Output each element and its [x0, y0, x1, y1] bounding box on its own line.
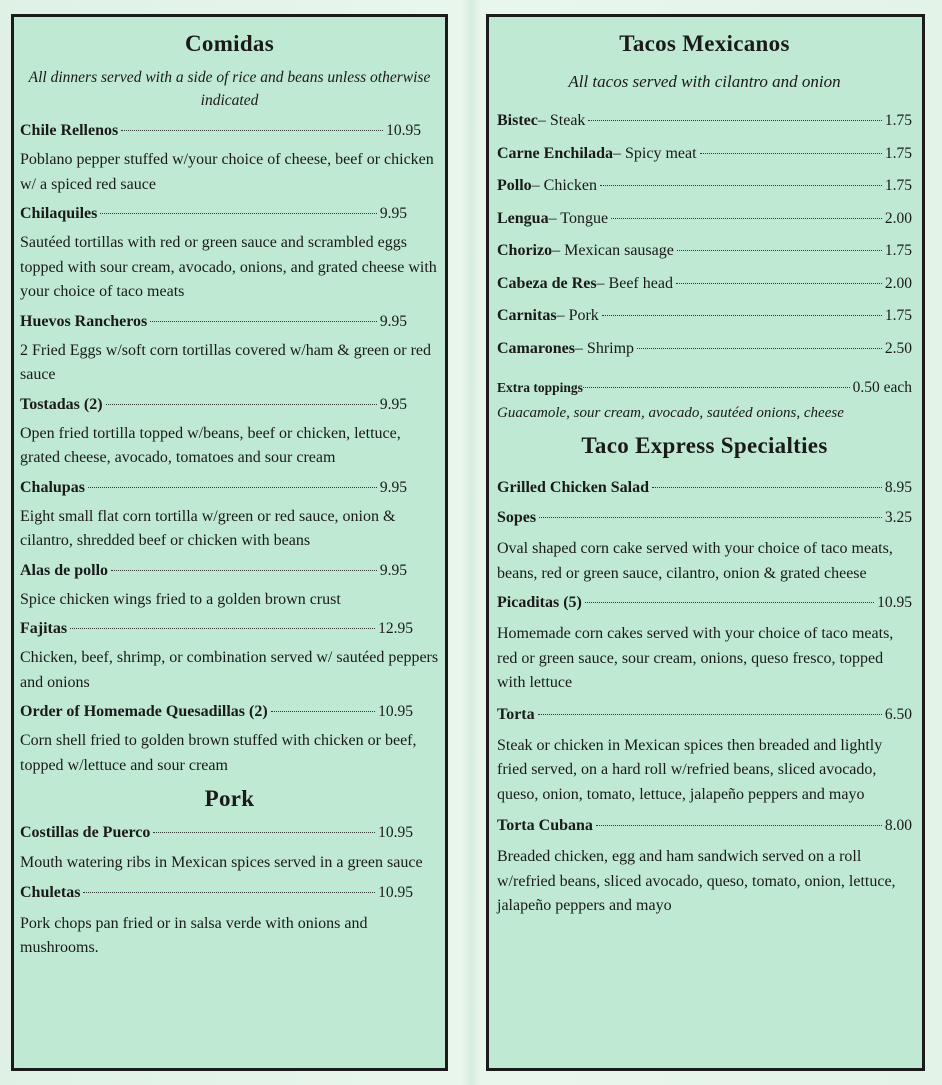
item-price: 10.95	[877, 594, 912, 611]
menu-item-tostadas	[20, 394, 439, 471]
menu-item-costillas	[20, 822, 439, 876]
leader-dots	[596, 824, 882, 826]
left-menu-panel	[11, 14, 448, 1071]
leader-dots	[539, 516, 882, 518]
leader-dots	[70, 627, 375, 629]
menu-item-huevos-rancheros	[20, 311, 439, 388]
item-price: 1.75	[884, 112, 912, 129]
leader-dots	[600, 184, 882, 186]
item-price: 1.75	[884, 144, 912, 162]
item-description: Poblano pepper stuffed w/your choice of cheese, beef or chicken w/ a spiced red sauce	[20, 151, 434, 193]
leader-dots	[100, 212, 377, 214]
menu-item-picaditas	[497, 592, 912, 696]
menu-item-chuletas	[20, 882, 439, 961]
item-description: Oval shaped corn cake served with your choice of taco meats, beans, red or green sauce, cilantro, onion & grated cheese	[497, 540, 893, 582]
extra-toppings-list: Guacamole, sour cream, avocado, sautéed onions, cheese	[497, 405, 844, 421]
item-description: Pork chops pan fried or in salsa verde with onions and mushrooms.	[20, 914, 368, 956]
item-description: Breaded chicken, egg and ham sandwich served on a roll w/refried beans, sliced avocado, queso, tomato, onion, lettuce, jalapeño peppers and mayo	[497, 848, 896, 914]
leader-dots	[585, 601, 874, 603]
item-description: Corn shell fried to golden brown stuffed with chicken or beef, topped w/lettuce and sour cream	[20, 732, 417, 774]
item-price: 2.00	[884, 209, 912, 227]
item-price: 1.75	[884, 242, 912, 259]
item-name: Pollo	[497, 177, 532, 194]
item-name: Chile Rellenos	[20, 122, 119, 139]
section-title-specialties: Taco Express Specialties	[581, 433, 828, 458]
item-price: 9.95	[379, 395, 407, 413]
item-name: Carne Enchilada	[497, 144, 614, 162]
leader-dots	[271, 710, 375, 712]
taco-item-carnitas	[497, 300, 912, 333]
item-translation: – Mexican sausage	[552, 242, 674, 259]
item-description: Homemade corn cakes served with your choice of taco meats, red or green sauce, sour cream, onions, queso fresco, topped with lettuce	[497, 625, 894, 691]
taco-item-chorizo	[497, 235, 912, 268]
item-name: Carnitas	[497, 307, 557, 324]
leader-dots	[121, 129, 383, 131]
item-name: Picaditas (5)	[497, 594, 582, 611]
item-description: Steak or chicken in Mexican spices then breaded and lightly fried served, on a hard roll w/refried beans, sliced avocado, queso, onion, tomato, lettuce, jalapeño peppers and mayo	[497, 736, 883, 803]
leader-dots	[583, 386, 850, 388]
menu-item-chilaquiles	[20, 203, 439, 305]
leader-dots	[700, 152, 882, 154]
item-translation: – Spicy meat	[613, 144, 697, 162]
item-price: 2.50	[884, 339, 912, 357]
leader-dots	[588, 119, 881, 121]
item-translation: – Chicken	[531, 177, 597, 194]
item-price: 2.00	[884, 274, 912, 292]
taco-item-lengua	[497, 203, 912, 236]
comidas-note: All dinners served with a side of rice and beans unless otherwise indicated	[28, 69, 431, 109]
item-description: 2 Fried Eggs w/soft corn tortillas covered w/ham & green or red sauce	[20, 341, 431, 383]
item-name: Huevos Rancheros	[20, 312, 148, 330]
item-price: 10.95	[378, 824, 413, 841]
item-name: Torta	[497, 705, 535, 723]
item-translation: – Beef head	[596, 274, 673, 292]
taco-item-carne-enchilada	[497, 138, 912, 171]
leader-dots	[611, 217, 882, 219]
extra-toppings-label: Extra toppings	[497, 380, 583, 395]
item-description: Open fried tortilla topped w/beans, beef or chicken, lettuce, grated cheese, avocado, tomatoes and sour cream	[20, 424, 401, 466]
item-description: Spice chicken wings fried to a golden brown crust	[20, 590, 341, 608]
item-price: 9.95	[379, 312, 407, 330]
item-name: Fajitas	[20, 620, 68, 637]
leader-dots	[677, 249, 882, 251]
menu-item-fajitas	[20, 618, 439, 695]
leader-dots	[538, 713, 882, 715]
item-price: 8.00	[884, 817, 912, 834]
item-description: Eight small flat corn tortilla w/green or red sauce, onion & cilantro, shredded beef or chicken with beans	[20, 507, 396, 549]
item-price: 6.50	[884, 705, 912, 723]
item-price: 8.95	[884, 479, 912, 496]
item-translation: – Shrimp	[574, 339, 635, 357]
section-title-pork: Pork	[204, 786, 255, 811]
leader-dots	[111, 569, 377, 571]
item-price: 1.75	[884, 307, 912, 324]
menu-item-torta	[497, 704, 912, 808]
item-name: Sopes	[497, 509, 537, 526]
leader-dots	[150, 320, 377, 322]
right-menu-panel	[486, 14, 925, 1071]
item-description: Mouth watering ribs in Mexican spices served in a green sauce	[20, 854, 423, 871]
item-name: Chalupas	[20, 478, 85, 496]
item-name: Tostadas (2)	[20, 395, 103, 413]
item-price: 9.95	[379, 205, 407, 222]
menu-item-chalupas	[20, 477, 439, 554]
item-price: 12.95	[378, 620, 413, 637]
item-price: 9.95	[379, 478, 407, 496]
item-name: Costillas de Puerco	[20, 824, 151, 841]
section-title-tacos: Tacos Mexicanos	[619, 31, 790, 56]
taco-item-bistec	[497, 105, 912, 138]
menu-item-quesadillas	[20, 701, 439, 778]
item-description: Chicken, beef, shrimp, or combination served w/ sautéed peppers and onions	[20, 649, 439, 691]
item-name: Order of Homemade Quesadillas (2)	[20, 703, 268, 720]
menu-item-sopes	[497, 507, 912, 586]
leader-dots	[153, 831, 375, 833]
item-name: Chuletas	[20, 883, 81, 901]
item-name: Grilled Chicken Salad	[497, 479, 650, 496]
taco-item-pollo	[497, 170, 912, 203]
leader-dots	[106, 403, 377, 405]
item-name: Chorizo	[497, 242, 553, 259]
tacos-note: All tacos served with cilantro and onion	[568, 72, 841, 91]
menu-item-torta-cubana	[497, 815, 912, 919]
section-title-comidas: Comidas	[184, 31, 274, 56]
leader-dots	[88, 486, 377, 488]
leader-dots	[83, 891, 375, 893]
taco-list	[497, 105, 912, 365]
leader-dots	[652, 486, 882, 488]
extra-toppings	[497, 377, 912, 399]
item-price: 9.95	[379, 561, 407, 579]
leader-dots	[676, 282, 882, 284]
taco-item-camarones	[497, 333, 912, 366]
menu-item-alas-de-pollo	[20, 560, 439, 613]
item-price: 10.95	[386, 122, 421, 139]
item-price: 10.95	[378, 703, 413, 720]
item-translation: – Pork	[556, 307, 599, 324]
leader-dots	[602, 314, 882, 316]
item-name: Lengua	[497, 209, 549, 227]
menu-item-grilled-chicken-salad	[497, 477, 912, 499]
item-name: Cabeza de Res	[497, 274, 597, 292]
item-name: Torta Cubana	[497, 817, 593, 834]
item-translation: – Tongue	[548, 209, 609, 227]
item-price: 10.95	[378, 883, 413, 901]
taco-item-cabeza-de-res	[497, 268, 912, 301]
item-name: Alas de pollo	[20, 561, 109, 579]
item-name: Bistec	[497, 112, 538, 129]
item-translation: – Steak	[537, 112, 586, 129]
item-description: Sautéed tortillas with red or green sauce and scrambled eggs topped with sour cream, avocado, onions, and grated cheese with your choice of taco meats	[20, 234, 437, 300]
item-price: 3.25	[884, 509, 912, 526]
item-name: Camarones	[497, 339, 575, 357]
item-name: Chilaquiles	[20, 205, 98, 222]
extra-toppings-price: 0.50 each	[852, 379, 912, 396]
menu-item-chile-rellenos	[20, 120, 439, 197]
item-price: 1.75	[884, 177, 912, 194]
leader-dots	[637, 347, 882, 349]
